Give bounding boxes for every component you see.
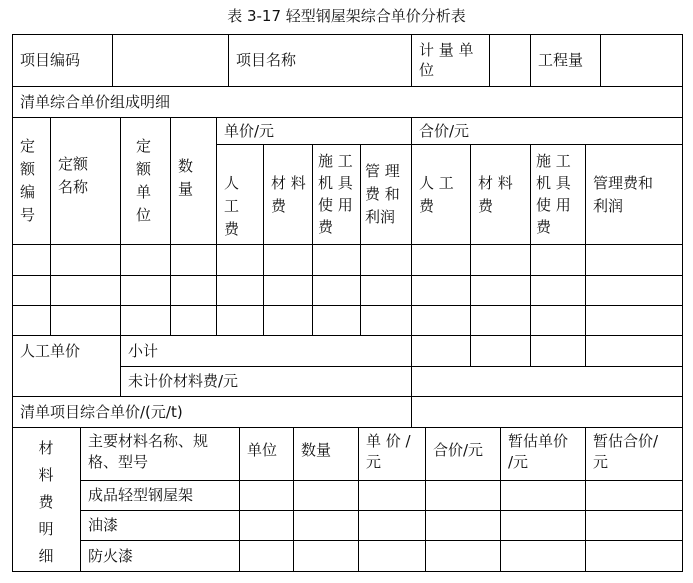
labor-fee-total-header: 人 工 费	[419, 174, 454, 215]
material-fee-header: 材 料 费	[271, 174, 306, 215]
material-total-header: 合价/元	[433, 440, 484, 459]
table-title: 表 3-17 轻型钢屋架综合单价分析表	[227, 7, 466, 25]
table-rule	[411, 335, 412, 427]
quota-unit-header: 定 额 单 位	[136, 137, 152, 224]
table-rule	[600, 34, 601, 86]
table-rule	[12, 305, 682, 306]
mgmt-fee-header: 管 理 费 和 利润	[365, 162, 400, 226]
quota-code-header: 定 额 编 号	[20, 137, 36, 224]
material-qty-header: 数量	[301, 440, 332, 459]
item-unit-price-label: 清单项目综合单价/(元/t)	[20, 402, 183, 421]
table-rule	[489, 34, 490, 86]
labor-fee-header: 人 工 费	[224, 174, 240, 238]
mgmt-fee-total-header: 管理费和 利润	[593, 174, 654, 215]
quantity-label: 工程量	[538, 51, 584, 69]
project-code-label: 项目编码	[20, 51, 81, 69]
material-row-label: 防火漆	[88, 546, 134, 565]
subtotal-label: 小计	[128, 341, 159, 360]
estimated-total-header: 暂估合价/ 元	[593, 432, 659, 471]
material-detail-label: 材 料 费 明 细	[38, 438, 54, 565]
table-rule	[470, 335, 471, 366]
table-rule	[112, 34, 113, 86]
material-row-label: 油漆	[88, 516, 119, 534]
table-rule	[12, 244, 682, 245]
quota-name-header: 定额 名称	[58, 155, 89, 196]
material-name-header: 主要材料名称、规 格、型号	[88, 432, 209, 471]
unit-label: 计 量 单 位	[419, 41, 474, 79]
material-fee-total-header: 材 料 费	[478, 174, 513, 215]
estimated-unit-price-header: 暂估单价 /元	[508, 432, 569, 471]
total-price-header: 合价/元	[419, 121, 470, 140]
unit-price-header: 单价/元	[224, 121, 275, 140]
table-rule	[12, 571, 682, 572]
project-name-label: 项目名称	[236, 51, 297, 69]
material-unit-header: 单位	[247, 440, 278, 459]
table-rule	[682, 34, 683, 572]
material-row-label: 成品轻型钢屋架	[88, 486, 194, 504]
material-unit-price-header: 单 价 / 元	[366, 432, 411, 471]
table-rule	[12, 275, 682, 276]
table-rule	[530, 335, 531, 366]
detail-title: 清单综合单价组成明细	[20, 92, 171, 111]
machine-fee-header: 施 工 机 具 使 用 费	[318, 152, 353, 236]
table-rule	[585, 335, 586, 366]
labor-unit-price-label: 人工单价	[20, 341, 81, 360]
unpriced-material-label: 未计价材料费/元	[128, 372, 239, 390]
amount-header: 数 量	[178, 157, 194, 198]
machine-fee-total-header: 施 工 机 具 使 用 费	[536, 152, 571, 236]
